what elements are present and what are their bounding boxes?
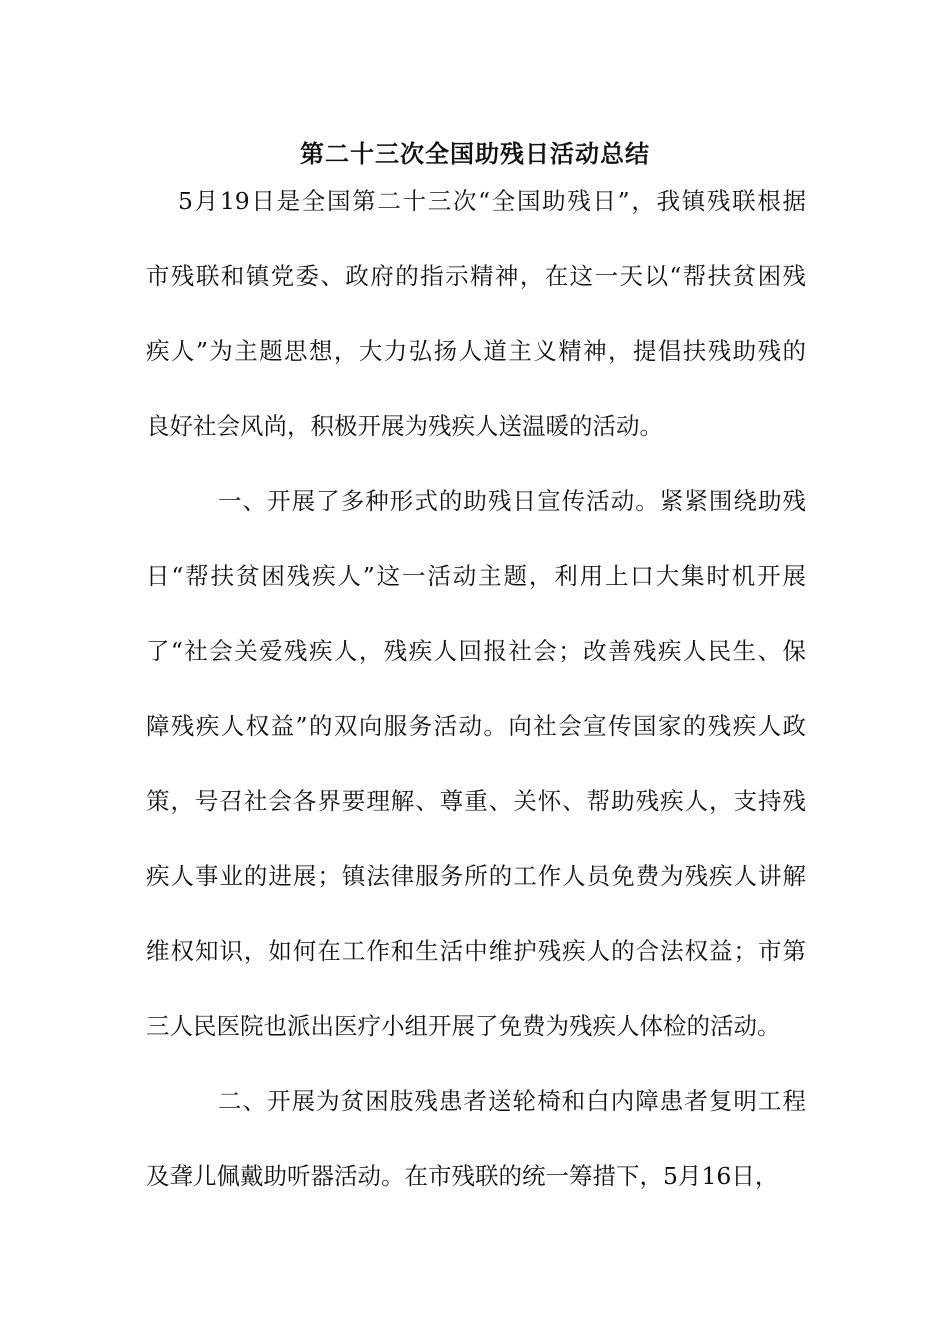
paragraph-1-line-3: 疾人”为主题思想，大力弘扬人道主义精神，提倡扶残助残的 — [146, 337, 806, 365]
paragraph-2-line-5: 策，号召社会各界要理解、尊重、关怀、帮助残疾人，支持残 — [146, 787, 806, 815]
paragraph-2-line-6: 疾人事业的进展；镇法律服务所的工作人员免费为残疾人讲解 — [146, 862, 806, 890]
paragraph-2-line-1: 一、开展了多种形式的助残日宣传活动。紧紧围绕助残 — [218, 487, 806, 515]
paragraph-2-line-7: 维权知识，如何在工作和生活中维护残疾人的合法权益；市第 — [146, 937, 806, 965]
paragraph-2-line-2: 日“帮扶贫困残疾人”这一活动主题，利用上口大集时机开展 — [146, 562, 806, 590]
paragraph-2-line-3: 了“社会关爱残疾人，残疾人回报社会；改善残疾人民生、保 — [146, 637, 806, 665]
paragraph-3-line-2: 及聋儿佩戴助听器活动。在市残联的统一筹措下，5月16日， — [146, 1162, 779, 1190]
paragraph-3-line-1: 二、开展为贫困肢残患者送轮椅和白内障患者复明工程 — [218, 1087, 806, 1115]
paragraph-2-line-4: 障残疾人权益”的双向服务活动。向社会宣传国家的残疾人政 — [146, 712, 806, 740]
paragraph-1-line-2: 市残联和镇党委、政府的指示精神，在这一天以“帮扶贫困残 — [146, 262, 806, 290]
paragraph-1-line-1: 5月19日是全国第二十三次“全国助残日”，我镇残联根据 — [178, 187, 806, 215]
document-title: 第二十三次全国助残日活动总结 — [300, 140, 650, 168]
paragraph-1-line-4: 良好社会风尚，积极开展为残疾人送温暖的活动。 — [146, 412, 663, 440]
paragraph-2-line-8: 三人民医院也派出医疗小组开展了免费为残疾人体检的活动。 — [146, 1012, 781, 1040]
